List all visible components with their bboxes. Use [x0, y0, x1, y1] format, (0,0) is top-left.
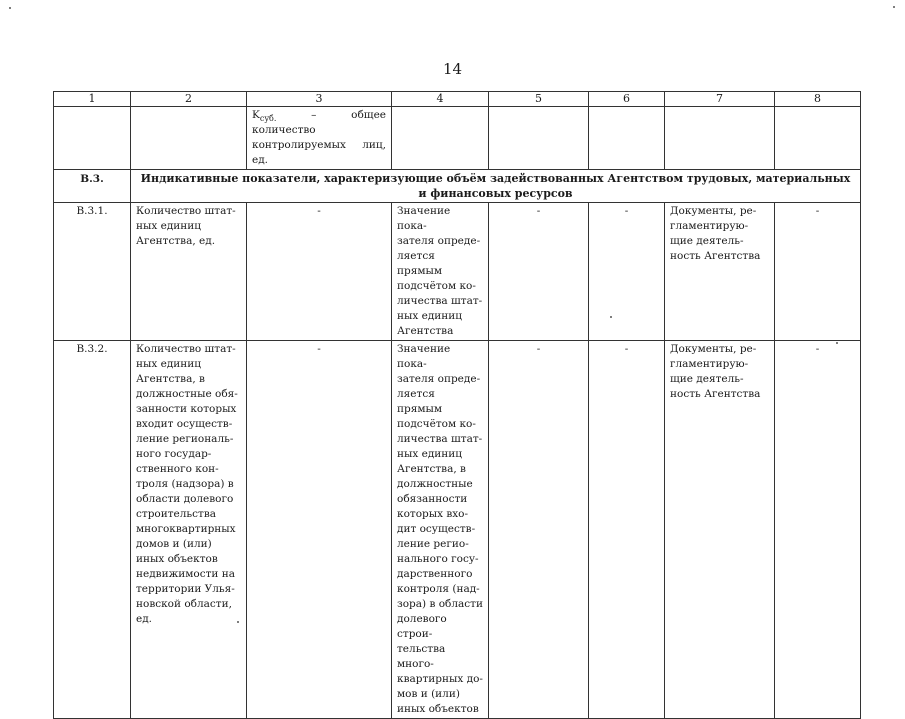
indicators-table — [53, 91, 861, 719]
scan-speck — [9, 7, 11, 9]
row-code: В.3.2. — [54, 341, 131, 719]
column-number: 5 — [489, 92, 589, 107]
table-cell — [665, 107, 775, 170]
formula-subscript: суб. — [259, 114, 277, 124]
formula-cell — [247, 107, 392, 170]
column-number: 6 — [589, 92, 665, 107]
indicator-name: Количество штат- ных единиц Агентства, в должностные обя- занности которых входит осуществ- ление региональ- ного государ- ственного кон- троля (надзора) в области долевого строительства многоквартирных домов и (или) иных объектов недвижимости на территории Улья- новской области, ед. — [131, 341, 247, 719]
source-documents: Документы, ре- гламентирую- щие деятель- ность Агентства — [665, 341, 775, 719]
column-number: 4 — [392, 92, 489, 107]
section-title: Индикативные показатели, характеризующие объём задействованных Агентством трудовых, материальных и финансовых ресурсов — [131, 170, 861, 203]
table-cell — [131, 107, 247, 170]
table-cell: - — [589, 341, 665, 719]
table-cell — [775, 107, 861, 170]
table-cell: - — [589, 203, 665, 341]
table-cell: - — [775, 341, 861, 719]
table-cell — [589, 107, 665, 170]
section-row — [54, 170, 861, 203]
scan-speck — [836, 342, 838, 344]
calculation-method: Значение пока- зателя опреде- ляется прямым подсчётом ко- личества штат- ных единиц Агентства, в должностные обязанности которых вхо- дит осуществ- ление регио- нального госу- дарственного контроля (над- зора) в области долевого строи- тельства много- квартирных до- мов и (или) иных объектов — [392, 341, 489, 719]
source-documents: Документы, ре- гламентирую- щие деятель- ность Агентства — [665, 203, 775, 341]
section-code: В.3. — [54, 170, 131, 203]
continuation-row — [54, 107, 861, 170]
table-cell: - — [247, 341, 392, 719]
table-cell: - — [775, 203, 861, 341]
table-cell: - — [489, 203, 589, 341]
table-cell: - — [489, 341, 589, 719]
table-row — [54, 203, 861, 341]
indicator-name: Количество штат- ных единиц Агентства, ед. — [131, 203, 247, 341]
scan-speck — [893, 6, 895, 8]
table-cell: - — [247, 203, 392, 341]
column-number: 3 — [247, 92, 392, 107]
column-number-row — [54, 92, 861, 107]
page-number: 14 — [442, 60, 463, 78]
table-cell — [489, 107, 589, 170]
column-number: 2 — [131, 92, 247, 107]
table-row — [54, 341, 861, 719]
column-number: 7 — [665, 92, 775, 107]
scan-speck — [237, 621, 239, 623]
row-code: В.3.1. — [54, 203, 131, 341]
formula-symbol: K — [252, 109, 260, 121]
formula-description: – общее количество контролируемых лиц, ед. — [252, 109, 386, 166]
scan-speck — [610, 316, 612, 318]
column-number: 8 — [775, 92, 861, 107]
table-cell — [392, 107, 489, 170]
calculation-method: Значение пока- зателя опреде- ляется прямым подсчётом ко- личества штат- ных единиц Агентства — [392, 203, 489, 341]
table-cell — [54, 107, 131, 170]
column-number: 1 — [54, 92, 131, 107]
